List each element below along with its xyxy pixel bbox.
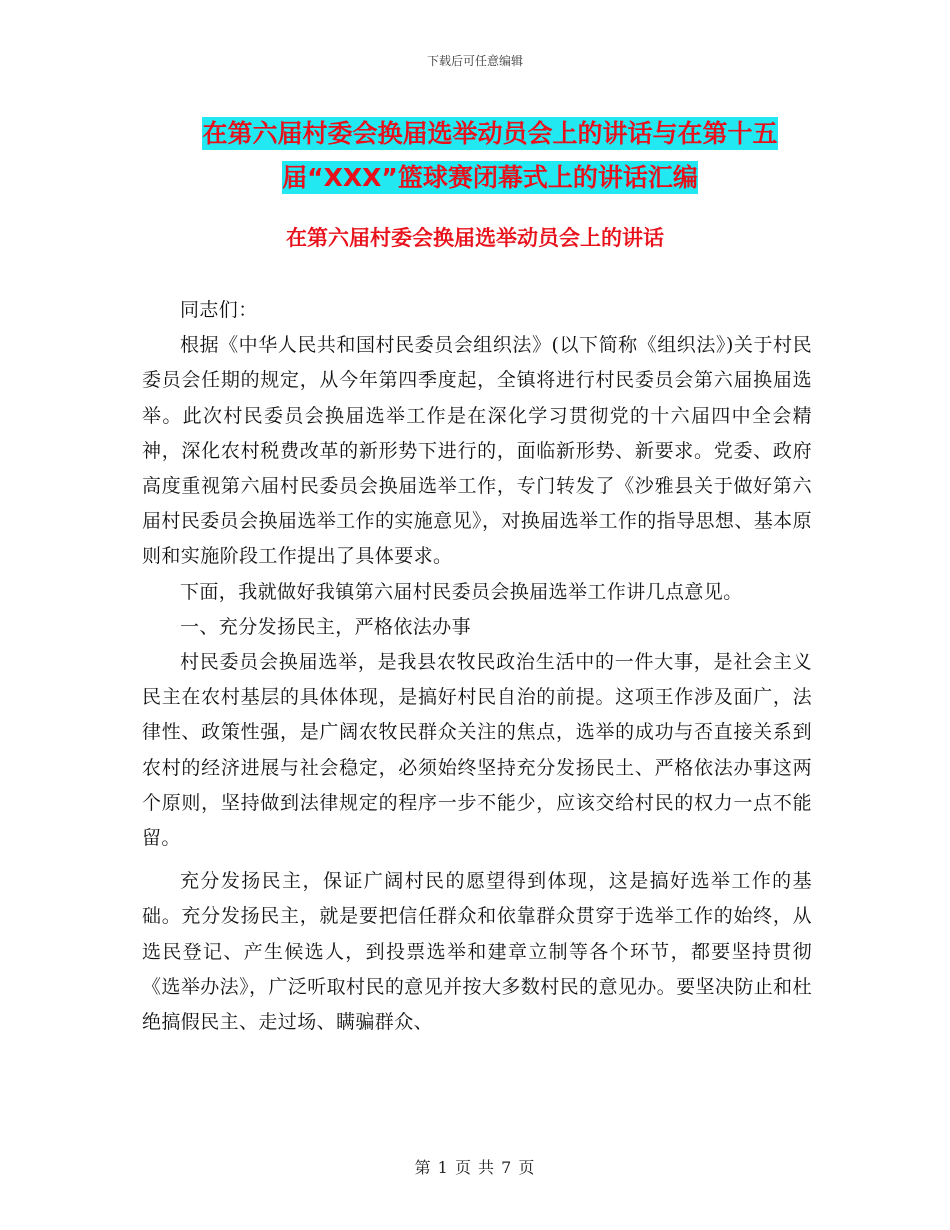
paragraph-heading: 一、充分发扬民主，严格依法办事: [180, 615, 472, 638]
paragraph: 村民委员会换届选举，是我县农牧民政治生活中的一件大事，是社会主义民主在农村基层的具体体现，是搞好村民自治的前提。这项王作涉及面广，法律性、政策性强，是广阔农牧民群众关注的焦点，选举的成功与否直接关系到农村的经济进展与社会稳定，必须始终坚持充分发扬民土、严格依法办事这两个原则，坚持做到法律规定的程序一步不能少，应该交给村民的权力一点不能留。: [142, 651, 812, 850]
page-number: 第 1 页 共 7 页: [414, 1158, 536, 1177]
document-title-line-2: 届“XXX”篮球赛闭幕式上的讲话汇编: [282, 163, 698, 192]
paragraph: 下面，我就做好我镇第六届村民委员会换届选举工作讲几点意见。: [180, 580, 743, 603]
header-note: 下载后可任意编辑: [426, 54, 523, 68]
paragraph-salutation: 同志们：: [180, 299, 258, 321]
paragraph: 根据《中华人民共和国村民委员会组织法》(以下简称《组织法》)关于村民委员会任期的规定，从今年第四季度起，全镇将进行村民委员会第六届换届选举。此次村民委员会换届选举工作是在深化学习贯彻党的十六届四中全会精神，深化农村税费改革的新形势下进行的，面临新形势、新要求。党委、政府高度重视第六届村民委员会换届选举工作，专门转发了《沙雅县关于做好第六届村民委员会换届选举工作的实施意见》，对换届选举工作的指导思想、基本原则和实施阶段工作提出了具体要求。: [142, 334, 812, 568]
document-title-line-1: 在第六届村委会换届选举动员会上的讲话与在第十五: [202, 119, 778, 148]
document-title: [150, 112, 830, 200]
section-title: 在第六届村委会换届选举动员会上的讲话: [286, 226, 664, 250]
paragraph: 充分发扬民主，保证广阔村民的愿望得到体现，这是搞好选举工作的基础。充分发扬民主，就是要把信任群众和依靠群众贯穿于选举工作的始终，从选民登记、产生候选人，到投票选举和建章立制等各个环节，都要坚持贯彻《选举办法》，广泛听取村民的意见并按大多数村民的意见办。要坚决防止和杜绝搞假民主、走过场、瞒骗群众、: [142, 870, 812, 1034]
document-body: [142, 293, 812, 1040]
